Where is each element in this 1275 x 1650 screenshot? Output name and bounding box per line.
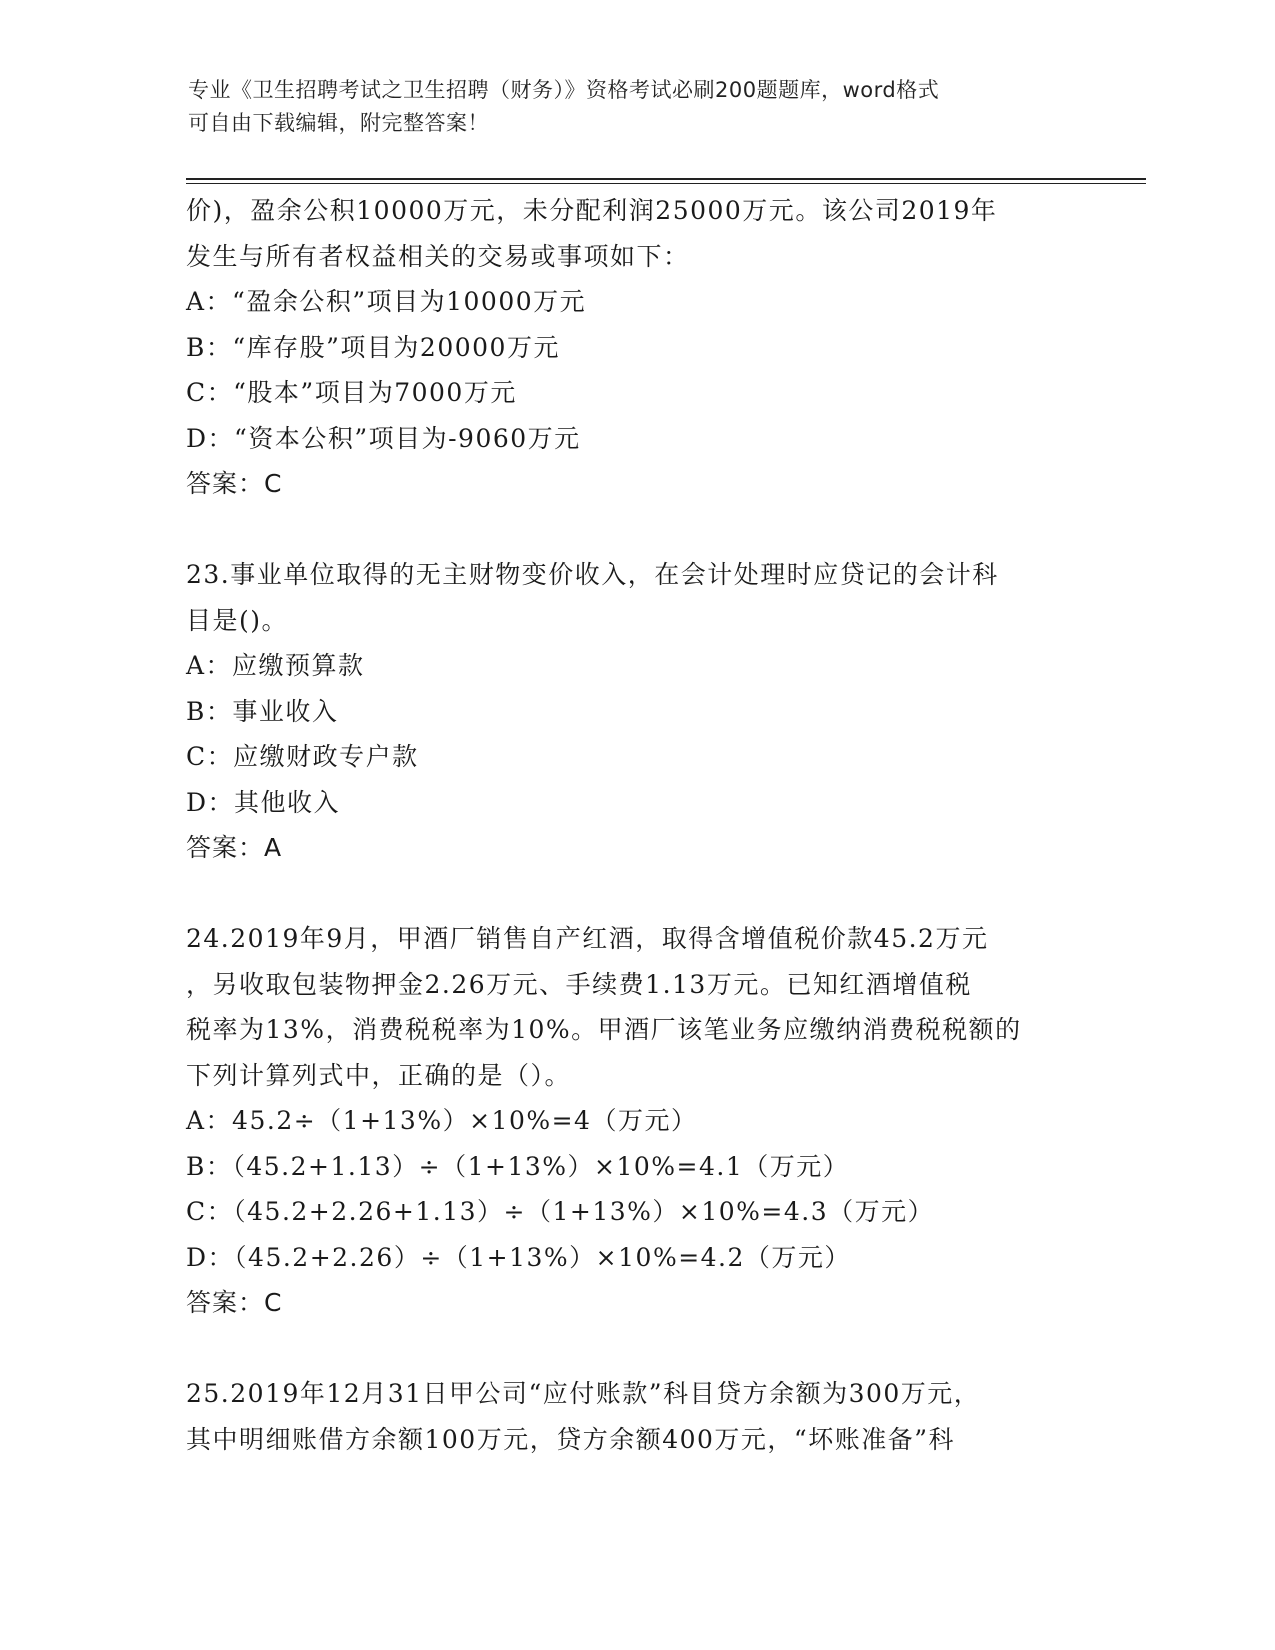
question-text: 23.事业单位取得的无主财物变价收入，在会计处理时应贷记的会计科 bbox=[186, 560, 999, 589]
question-text: 下列计算列式中，正确的是（）。 bbox=[186, 1060, 572, 1090]
option-b: B：“库存股”项目为20000万元 bbox=[186, 332, 560, 362]
option-c: C：应缴财政专户款 bbox=[186, 742, 419, 771]
option-b: B：事业收入 bbox=[186, 696, 339, 726]
question-text: 税率为13%，消费税税率为10%。甲酒厂该笔业务应缴纳消费税税额的 bbox=[186, 1015, 1022, 1044]
option-a: A：“盈余公积”项目为10000万元 bbox=[186, 287, 587, 316]
question-24 bbox=[186, 916, 1086, 1326]
header-rule-thick bbox=[186, 178, 1146, 180]
option-d: D：其他收入 bbox=[186, 787, 341, 817]
option-a: A：45.2÷（1+13%）×10%=4（万元） bbox=[186, 1106, 698, 1135]
question-text: ，另收取包装物押金2.26万元、手续费1.13万元。已知红酒增值税 bbox=[186, 969, 972, 999]
answer: 答案：C bbox=[186, 469, 283, 498]
question-text: 24.2019年9月，甲酒厂销售自产红酒，取得含增值税价款45.2万元 bbox=[186, 924, 989, 953]
answer: 答案：C bbox=[186, 1288, 283, 1317]
option-d: D：（45.2+2.26）÷（1+13%）×10%=4.2（万元） bbox=[186, 1242, 851, 1272]
option-b: B：（45.2+1.13）÷（1+13%）×10%=4.1（万元） bbox=[186, 1151, 850, 1181]
question-text: 目是()。 bbox=[186, 605, 289, 635]
answer: 答案：A bbox=[186, 833, 283, 862]
page-header bbox=[188, 74, 1068, 140]
question-text: 25.2019年12月31日甲公司“应付账款”科目贷方余额为300万元， bbox=[186, 1379, 981, 1408]
header-line-2: 可自由下载编辑，附完整答案！ bbox=[188, 111, 489, 135]
option-c: C：（45.2+2.26+1.13）÷（1+13%）×10%=4.3（万元） bbox=[186, 1197, 935, 1226]
option-a: A：应缴预算款 bbox=[186, 651, 365, 680]
question-text: 其中明细账借方余额100万元，贷方余额400万元，“坏账准备”科 bbox=[186, 1424, 955, 1454]
option-d: D：“资本公积”项目为-9060万元 bbox=[186, 423, 581, 453]
question-text: 价)，盈余公积10000万元，未分配利润25000万元。该公司2019年 bbox=[186, 196, 998, 225]
header-line-1: 专业《卫生招聘考试之卫生招聘（财务）》资格考试必刷200题题库，word格式 bbox=[188, 78, 940, 102]
question-text: 发生与所有者权益相关的交易或事项如下： bbox=[186, 241, 690, 271]
question-25 bbox=[186, 1371, 1086, 1462]
question-22 bbox=[186, 188, 1086, 507]
option-c: C：“股本”项目为7000万元 bbox=[186, 378, 517, 407]
header-rule-thin bbox=[186, 183, 1146, 184]
question-23 bbox=[186, 552, 1086, 871]
question-body bbox=[186, 188, 1086, 1462]
